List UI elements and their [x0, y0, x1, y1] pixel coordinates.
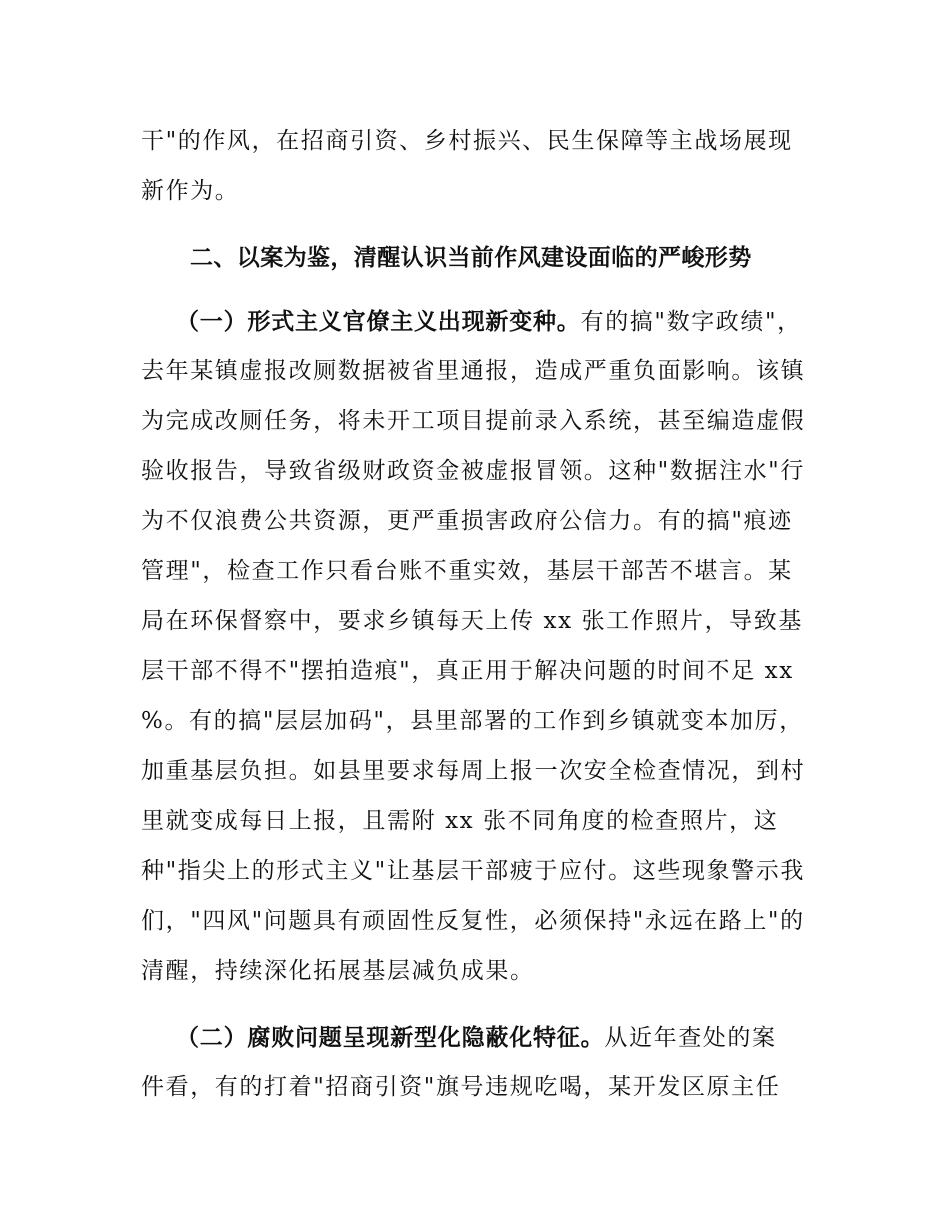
para2-first-rest: 从近年查处的案: [604, 1025, 777, 1051]
para1-line: 局在环保督察中，要求乡镇每天上传 xx 张工作照片，导致基: [141, 608, 803, 634]
para1-lead: （一）形式主义官僚主义出现新变种。: [176, 309, 581, 335]
section-heading: 二、以案为鉴，清醒认识当前作风建设面临的严峻形势: [190, 245, 752, 271]
para1-line: %。有的搞"层层加码"，县里部署的工作到乡镇就变本加厉，: [141, 708, 804, 734]
intro-line-2: 新作为。: [141, 178, 240, 204]
para1-line: 里就变成每日上报，且需附 xx 张不同角度的检查照片，这: [141, 808, 779, 834]
para1-line: 为完成改厕任务，将未开工项目提前录入系统，甚至编造虚假: [141, 408, 806, 434]
para2-first-line: [176, 1023, 777, 1053]
para1-line: 加重基层负担。如县里要求每周上报一次安全检查情况，到村: [141, 758, 806, 784]
para1-line: 为不仅浪费公共资源，更严重损害政府公信力。有的搞"痕迹: [141, 508, 793, 534]
para1-first-line: [176, 307, 802, 337]
para1-line: 清醒，持续深化拓展基层减负成果。: [141, 958, 535, 984]
para2-lead: （二）腐败问题呈现新型化隐蔽化特征。: [176, 1025, 605, 1051]
intro-line-1: 干"的作风，在招商引资、乡村振兴、民生保障等主战场展现: [141, 128, 793, 154]
para2-line: 件看，有的打着"招商引资"旗号违规吃喝，某开发区原主任: [141, 1074, 781, 1100]
para1-first-rest: 有的搞"数字政绩"，: [580, 309, 802, 335]
para1-line: 们，"四风"问题具有顽固性反复性，必须保持"永远在路上"的: [141, 908, 805, 934]
para1-line: 管理"，检查工作只看台账不重实效，基层干部苦不堪言。某: [141, 558, 793, 584]
para1-line: 层干部不得不"摆拍造痕"，真正用于解决问题的时间不足 xx: [141, 658, 794, 684]
para1-line: 去年某镇虚报改厕数据被省里通报，造成严重负面影响。该镇: [141, 358, 806, 384]
para1-line: 验收报告，导致省级财政资金被虚报冒领。这种"数据注水"行: [141, 458, 805, 484]
para1-line: 种"指尖上的形式主义"让基层干部疲于应付。这些现象警示我: [141, 858, 805, 884]
